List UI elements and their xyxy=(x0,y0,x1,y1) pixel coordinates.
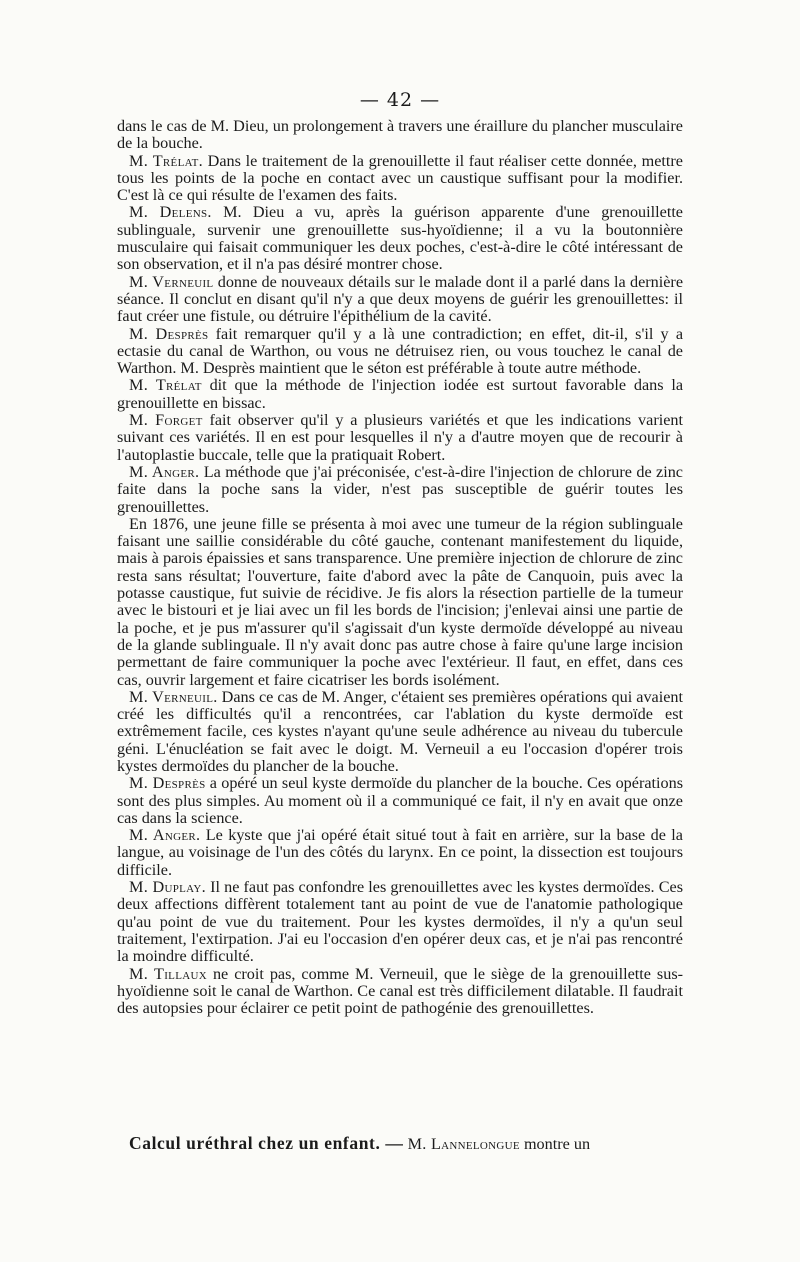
paragraph xyxy=(117,118,683,153)
paragraph xyxy=(117,153,683,205)
paragraph xyxy=(117,827,683,879)
speaker-name: M. Anger. xyxy=(129,462,200,481)
paragraph-text: ne croit pas, comme M. Verneuil, que le siège de la grenouillette sus-hyoïdienne soit le canal de Warthon. Ce canal est très difficilement dilatable. Il faudrait des autopsies pour éclairer ce petit point de pathogénie des grenouillettes. xyxy=(117,964,684,1018)
speaker-name: M. Trélat xyxy=(129,376,202,395)
paragraph-text: fait observer qu'il y a plusieurs variétés et que les indications varient suivant ces variétés. Il en est pour lesquelles il n'y a d'autre moyen que de recourir à l'autoplastie buccale, telle que la pratiquait Robert. xyxy=(117,411,684,464)
paragraph-text: La méthode que j'ai préconisée, c'est-à-dire l'injection de chlorure de zinc faite dans la poche sans la vider, n'est pas susceptible de guérir toutes les grenouillettes. xyxy=(117,462,683,516)
paragraph-text: fait remarquer qu'il y a là une contradiction; en effet, dit-il, s'il y a ectasie du canal de Warthon, ou vous ne détruisez rien, ou vous touchez le canal de Warthon. M. Desprès maintient que le séton est préférable à toute autre méthode. xyxy=(117,324,683,378)
paragraph-text: dans le cas de M. Dieu, un prolongement à travers une éraillure du plancher musculaire de la bouche. xyxy=(117,117,683,153)
paragraph xyxy=(117,326,683,378)
paragraph-text: dit que la méthode de l'injection iodée est surtout favorable dans la grenouillette en bissac. xyxy=(117,376,684,412)
speaker-name: M. Desprès xyxy=(129,324,209,343)
speaker-name: M. Forget xyxy=(129,411,203,430)
paragraph-text: a opéré un seul kyste dermoïde du plancher de la bouche. Ces opérations sont des plus simples. Au moment où il a communiqué ce fait, il n'y en avait que onze cas dans la science. xyxy=(117,774,683,827)
paragraph xyxy=(117,204,683,273)
paragraph xyxy=(117,412,683,464)
paragraph xyxy=(117,377,683,412)
paragraph xyxy=(117,689,683,775)
speaker-name: M. Duplay. xyxy=(129,878,206,897)
speaker-name: M. Desprès xyxy=(129,774,206,793)
speaker-name: M. Trélat. xyxy=(129,151,203,170)
speaker-name: M. Tillaux xyxy=(129,964,207,983)
paragraph-text: En 1876, une jeune fille se présenta à moi avec une tumeur de la région sublinguale faisant une saillie considérable du côté gauche, contenant manifestement du liquide, mais à parois épaissies et sans transparence. Une première injection de chlorure de zinc resta sans résultat; l'ouverture, faite d'abord avec la pâte de Canquoin, puis avec la potasse caustique, fut suivie de récidive. Je fis alors la résection partielle de la tumeur avec le bistouri et je liai avec un fil les bords de l'incision; j'enlevai ainsi une partie de la poche, et je pus m'assurer qu'il s'agissait d'un kyste dermoïde développé au niveau de la glande sublinguale. Il n'y avait donc pas autre chose à faire qu'une large incision permettant de faire communiquer la poche avec l'extérieur. Il faut, en effet, dans ces cas, ouvrir largement et faire cicatriser les bords isolément. xyxy=(117,514,683,689)
paragraph-text: Dans le traitement de la grenouillette il faut réaliser cette donnée, mettre tous les points de la poche en contact avec un caustique suffisant pour la modifier. C'est là ce qui résulte de l'examen des faits. xyxy=(117,151,683,205)
paragraph xyxy=(117,775,683,827)
paragraph xyxy=(117,464,683,516)
speaker-name: M. Verneuil. xyxy=(129,687,218,706)
paragraph xyxy=(117,274,683,326)
section-text: montre un xyxy=(523,1135,591,1153)
speaker-name: M. Lannelongue xyxy=(407,1135,520,1153)
body-text xyxy=(117,118,683,1017)
section-start xyxy=(117,1134,683,1153)
paragraph xyxy=(117,516,683,689)
paragraph-text: Il ne faut pas confondre les grenouillettes avec les kystes dermoïdes. Ces deux affections diffèrent totalement tant au point de vue de l'anatomie pathologique qu'au point de vue du traitement. Pour les kystes dermoïdes, il n'y a qu'un seul traitement, l'extirpation. J'ai eu l'occasion d'en opérer deux cas, et je n'ai pas rencontré la moindre difficulté. xyxy=(117,878,683,966)
paragraph-text: donne de nouveaux détails sur le malade dont il a parlé dans la dernière séance. Il conclut en disant qu'il n'y a que deux moyens de guérir les grenouillettes: il faut créer une fistule, ou détruire l'épithélium de la cavité. xyxy=(117,272,684,326)
speaker-name: M. Anger. xyxy=(129,826,201,845)
paragraph xyxy=(117,879,683,965)
speaker-name: M. Verneuil xyxy=(129,272,214,291)
section-heading: Calcul uréthral chez un enfant. — xyxy=(129,1133,404,1153)
speaker-name: M. Delens. xyxy=(129,203,212,222)
paragraph xyxy=(117,966,683,1018)
paragraph-text: M. Dieu a vu, après la guérison apparente d'une grenouillette sublinguale, survenir une grenouillette sus-hyoïdienne; il a vu la boutonnière musculaire qui faisait communiquer les deux poches, c'est-à-dire le côté intéressant de son observation, et il n'a pas désiré montrer chose. xyxy=(117,203,683,274)
paragraph-text: Le kyste que j'ai opéré était situé tout à fait en arrière, sur la base de la langue, au voisinage de l'un des côtés du larynx. En ce point, la dissection est toujours difficile. xyxy=(117,826,683,879)
paragraph-text: Dans ce cas de M. Anger, c'étaient ses premières opérations qui avaient créé les difficultés qu'il a rencontrées, car l'ablation du kyste dermoïde est extrêmement facile, ces kystes n'ayant qu'une seule adhérence au niveau du tubercule géni. L'énucléation se fait avec le doigt. M. Verneuil a eu l'occasion d'opérer trois kystes dermoïdes du plancher de la bouche. xyxy=(117,687,683,775)
page-number: — 42 — xyxy=(359,89,441,111)
